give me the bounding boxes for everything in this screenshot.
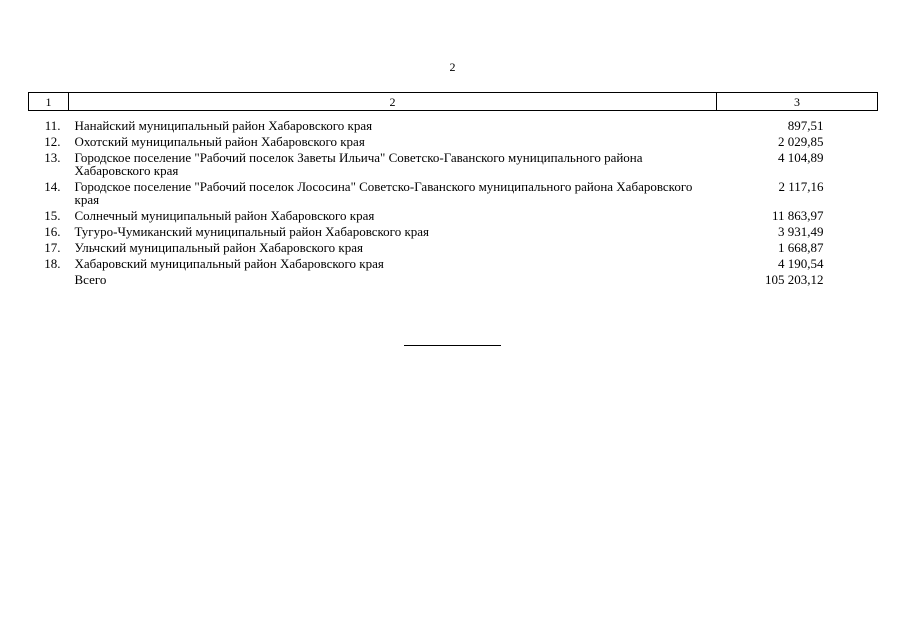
row-value: 11 863,97	[771, 208, 824, 223]
table-row	[29, 111, 878, 133]
row-value: 3 931,49	[778, 224, 824, 239]
row-value: 2 117,16	[778, 179, 824, 194]
row-number: 16.	[44, 224, 61, 239]
header-col-2: 2	[69, 93, 717, 111]
table-row	[29, 222, 878, 238]
row-value: 4 104,89	[778, 150, 824, 165]
row-value: 2 029,85	[778, 134, 824, 149]
total-value: 105 203,12	[765, 272, 824, 287]
row-number: 18.	[44, 256, 61, 271]
table-row	[29, 177, 878, 206]
table-total-row	[29, 270, 878, 286]
row-name: Ульчский муниципальный район Хабаровского края	[74, 240, 363, 255]
row-name: Солнечный муниципальный район Хабаровского края	[74, 208, 375, 223]
table-row	[29, 254, 878, 270]
page-number: 2	[449, 60, 456, 74]
header-col-3: 3	[717, 93, 878, 111]
table-row	[29, 238, 878, 254]
table-header-row	[29, 93, 878, 111]
row-name: Городское поселение "Рабочий поселок Заветы Ильича" Советско-Гаванского муниципального района Хабаровского края	[74, 150, 643, 178]
row-name: Охотский муниципальный район Хабаровского края	[74, 134, 365, 149]
row-number: 15.	[44, 208, 61, 223]
total-label: Всего	[74, 272, 107, 287]
row-number: 13.	[44, 150, 61, 165]
row-number: 17.	[44, 240, 61, 255]
allocation-table	[28, 92, 878, 286]
row-value: 1 668,87	[778, 240, 824, 255]
end-divider	[404, 345, 501, 346]
row-name: Тугуро-Чумиканский муниципальный район Хабаровского края	[74, 224, 430, 239]
row-number: 12.	[44, 134, 61, 149]
row-name: Городское поселение "Рабочий поселок Лососина" Советско-Гаванского муниципального района Хабаровского края	[74, 179, 693, 207]
row-value: 897,51	[787, 118, 824, 133]
row-name: Нанайский муниципальный район Хабаровского края	[74, 118, 373, 133]
table-row	[29, 206, 878, 222]
row-number: 14.	[44, 179, 61, 194]
table-row	[29, 148, 878, 177]
table-row	[29, 132, 878, 148]
row-name: Хабаровский муниципальный район Хабаровского края	[74, 256, 384, 271]
row-value: 4 190,54	[778, 256, 824, 271]
row-number: 11.	[44, 118, 61, 133]
header-col-1: 1	[29, 93, 69, 111]
